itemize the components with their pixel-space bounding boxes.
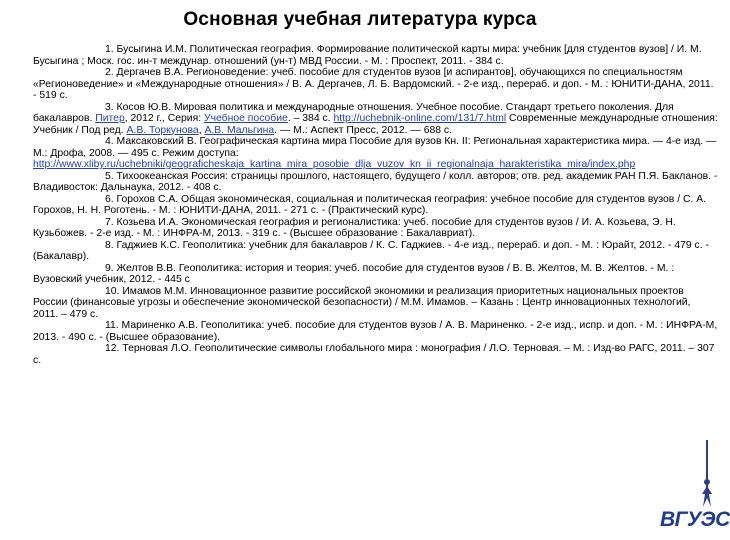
entry-text: 6. Горохов С.А. Общая экономическая, социальная и политическая география: учебное пособие для студентов вузов / С. А. Горохов, Н. Н. Роготень. - М. : ЮНИТИ-ДАНА, 2011. - 271 с. - (Практический курс). <box>33 193 707 216</box>
logo-figure-icon <box>698 478 716 508</box>
bibliography-entry <box>33 217 718 240</box>
entry-text: Современные международные отношения: Учебник / Под ред. <box>33 113 718 136</box>
bibliography-entry <box>33 67 718 102</box>
bibliography-entry <box>33 240 718 263</box>
entry-text: 9. Желтов В.В. Геополитика: история и теория: учеб. пособие для студентов вузов / В. В. Желтов, М. В. Желтов. - М. : Вузовский учебник, 2012. - 445 с <box>33 262 675 285</box>
university-logo: ВГУЭС <box>660 508 730 531</box>
entry-text: , <box>198 124 205 136</box>
entry-text: 1. Бусыгина И.М. Политическая география. Формирование политической карты мира: учебник [для студентов вузов] / И. М. Бусыгина ; Моск. гос. ин-т междунар. отношений (ун-т) МВД России. - М. : Проспект, 2011. - 384 с. <box>33 44 702 67</box>
bibliography-entry <box>33 263 718 286</box>
bibliography-entry <box>33 171 718 194</box>
bibliography-entry <box>33 102 718 137</box>
bibliography-entry <box>33 194 718 217</box>
entry-text: 8. Гаджиев К.С. Геополитика: учебник для бакалавров / К. С. Гаджиев. - 4-е изд., перераб. и доп. - М. : Юрайт, 2012. - 479 с. - (Бакалавр). <box>33 239 709 262</box>
bibliography-entry <box>33 320 718 343</box>
entry-text: . — М.: Аспект Пресс, 2012. — 688 с. <box>274 124 453 136</box>
reference-link[interactable]: А.В. Мальгина <box>204 124 275 136</box>
entry-text: . – 384 с. <box>287 113 334 124</box>
entry-text: 5. Тихоокеанская Россия: страницы прошлого, настоящего, будущего / колл. авторов; отв. ред. академик РАН П.Я. Бакланов. - Владивосток: Дальнаука, 2012. - 408 с. <box>33 170 718 193</box>
entry-text: 12. Терновая Л.О. Геополитические символы глобального мира : монография / Л.О. Терновая. – М. : Изд-во РАГС, 2011. – 307 с. <box>33 343 715 366</box>
entry-text: 2. Дергачев В.А. Регионоведение: учеб. пособие для студентов вузов [и аспирантов], обучающихся по специальностям «Регионоведение» и «Международные отношения» / В. А. Дергачев, Л. Б. Вардомский. - 2-е изд., перераб. и доп. - М. : ЮНИТИ-ДАНА, 2011. - 519 с. <box>33 67 714 101</box>
bibliography-entry <box>33 136 718 171</box>
bibliography-entry <box>33 343 718 366</box>
entry-text: 11. Мариненко А.В. Геополитика: учеб. пособие для студентов вузов / А. В. Мариненко. - 2-е изд., испр. и доп. - М. : ИНФРА-М, 2013. - 490 с. - (Высшее образование). <box>33 320 718 343</box>
entry-text: 7. Козьева И.А. Экономическая география и регионалистика: учеб. пособие для студентов вузов / И. А. Козьева, Э. Н. Кузьбожев. - 2-е изд. - М. : ИНФРА-М, 2013. - 319 с. - (Высшее образование : Бакалавриат). <box>33 216 676 239</box>
bibliography-list <box>33 44 718 366</box>
reference-link[interactable]: http://uchebnik-online.com/131/7.html <box>333 113 507 124</box>
entry-text: , 2012 г., Серия: <box>124 113 204 124</box>
entry-text: 3. Косов Ю.В. Мировая политика и международные отношения. Учебное пособие. Стандарт третьего поколения. Для бакалавров. <box>33 101 674 124</box>
reference-link[interactable]: Питер <box>95 113 125 124</box>
entry-text: 4. Максаковский В. Географическая картина мира Пособие для вузов Кн. II: Региональная характеристика мира. — 4-е изд. — М.: Дрофа, 2008. — 495 с. Режим доступа: <box>33 136 717 159</box>
entry-text: 10. Имамов М.М. Инновационное развитие российской экономики и реализация приоритетных национальных проектов России (финансовые угрозы и обеспечение экономической безопасности) / М.М. Имамов. – Казань : Центр инновационных технологий, 2011. – 479 с. <box>33 285 691 320</box>
reference-link[interactable]: Учебное пособие <box>203 113 288 124</box>
page-title: Основная учебная литература курса <box>183 9 537 30</box>
reference-link[interactable]: http://www.xliby.ru/uchebniki/geograficheskaja_kartina_mira_posobie_dlja_vuzov_kn_ii_regionalnaja_harakteristika_mira/index.php <box>33 159 636 170</box>
bibliography-entry <box>33 286 718 321</box>
bibliography-entry <box>33 44 718 67</box>
reference-link[interactable]: А.В. Торкунова <box>126 124 199 136</box>
